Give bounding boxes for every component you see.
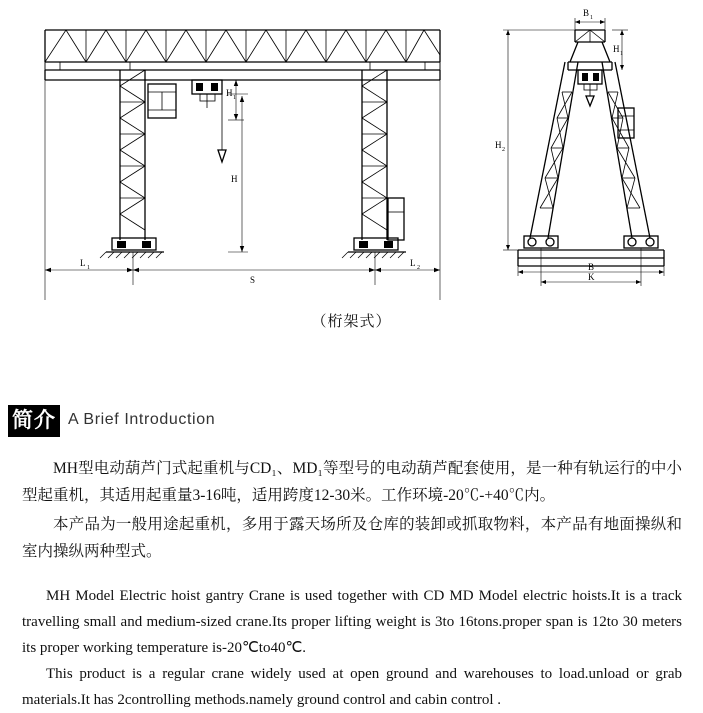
label-h1-sub: 1 (233, 95, 236, 101)
electrical-cabinet (388, 198, 404, 240)
label-side-h1-sub: 1 (620, 51, 623, 57)
ground-hatch-right (342, 252, 404, 258)
end-view-bogies (524, 236, 658, 248)
label-l2-sub: 2 (417, 265, 420, 271)
label-side-b: B (588, 262, 595, 272)
paragraph-cn-1: MH型电动葫芦门式起重机与CD₁、MD₁等型号的电动葫芦配套使用，是一种有轨运行的中小型起重机，其适用起重量3-16吨，适用跨度12-30米。工作环境-20℃-+40℃内。 (22, 460, 682, 504)
section-title-cn: 简介 (8, 405, 60, 437)
end-elevation-view (495, 8, 664, 286)
right-leg (348, 70, 406, 252)
dim-l2 (375, 268, 440, 272)
label-span-s: S (250, 275, 256, 285)
label-h: H (231, 174, 238, 184)
left-end-carriage (106, 238, 164, 252)
ground-hatch-left (100, 252, 162, 258)
label-b1-sub: 1 (590, 15, 593, 21)
section-title-en: A Brief Introduction (68, 411, 216, 428)
label-h1: H (226, 88, 233, 98)
gantry-crane-drawing (0, 0, 703, 345)
section-heading (8, 405, 215, 437)
dim-span (133, 268, 375, 272)
paragraph-spacer (22, 567, 682, 583)
label-b1: B (583, 8, 590, 18)
main-elevation-view (45, 30, 440, 300)
drawing-caption: （桁架式） (311, 314, 392, 330)
left-leg (106, 70, 176, 252)
introduction-body (22, 455, 682, 713)
paragraph-en-1: MH Model Electric hoist gantry Crane is used together with CD MD Model electric hoists.It is a track travelling small and medium-sized crane.Its proper lifting weight is 3to 16tons.proper span is 12to 30 meters its proper working temperature is-20℃to40℃. (22, 588, 682, 656)
dim-h (240, 96, 244, 252)
label-side-h2-sub: 2 (502, 147, 505, 153)
hoist-trolley (192, 80, 226, 162)
paragraph-cn-2: 本产品为一般用途起重机，多用于露天场所及仓库的装卸或抓取物料，本产品有地面操纵和室内操纵两种型式。 (22, 516, 682, 560)
label-side-h1: H (613, 44, 620, 54)
end-view-hoist (578, 70, 602, 106)
label-l1: L (80, 258, 86, 268)
operator-cabin (148, 84, 176, 118)
label-l2: L (410, 258, 416, 268)
paragraph-en-2: This product is a regular crane widely used at open ground and warehouses to load.unload or grab materials.It has 2controlling methods.namely ground control and cabin control . (22, 666, 682, 708)
label-side-k: K (588, 272, 595, 282)
label-side-h2: H (495, 140, 502, 150)
label-l1-sub: 1 (87, 265, 90, 271)
